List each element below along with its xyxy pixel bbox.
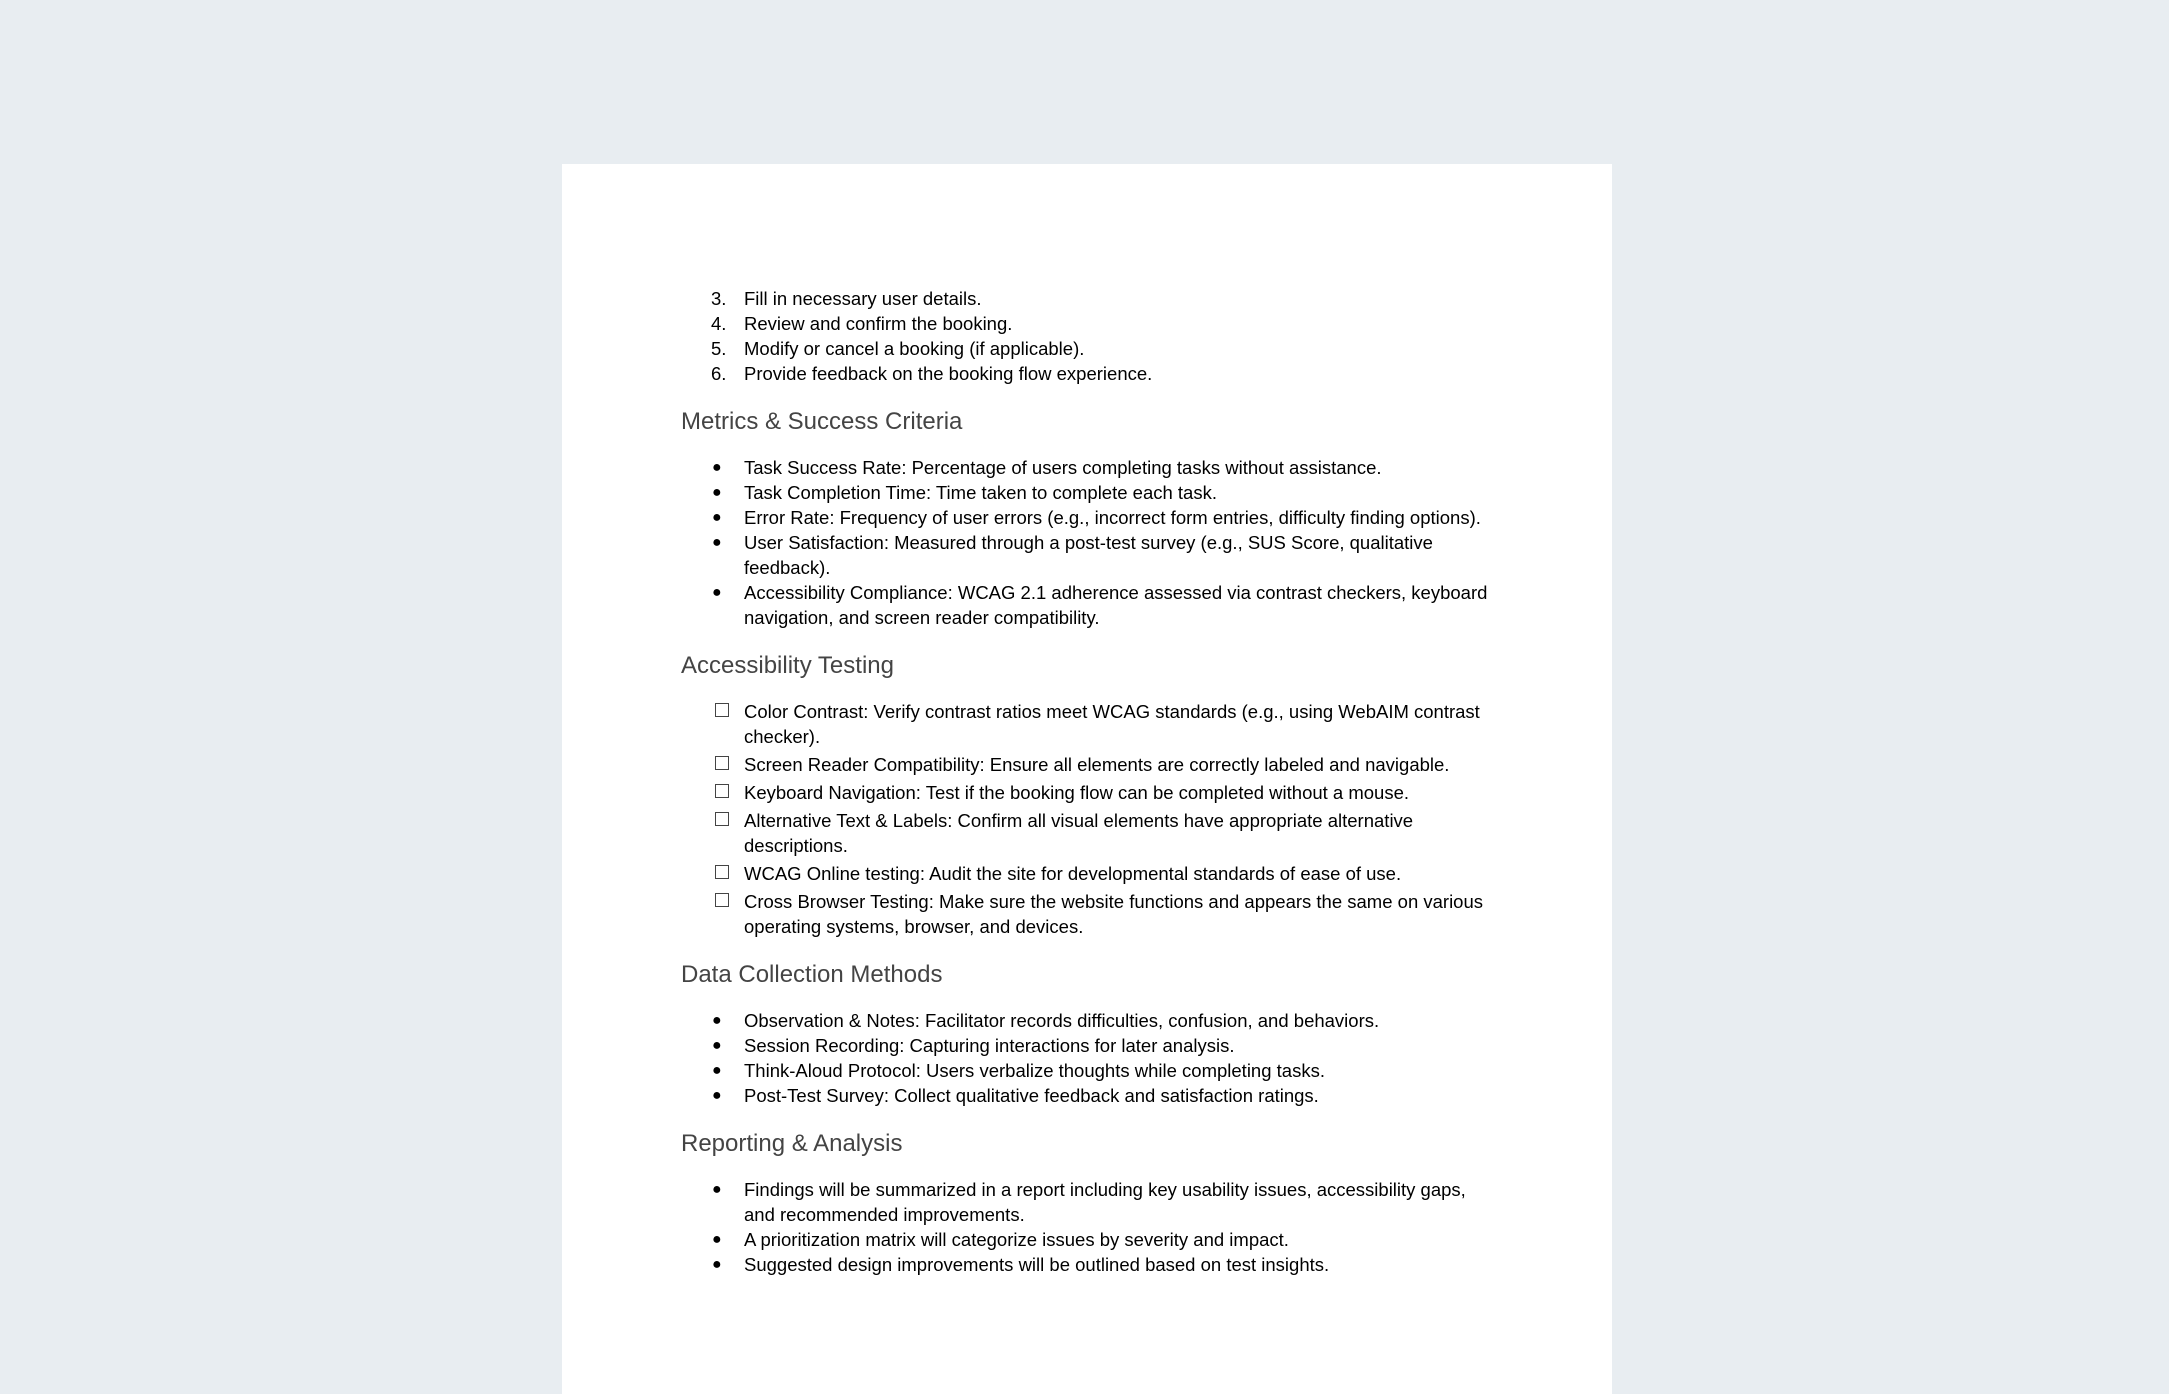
data-collection-list: [681, 1008, 1501, 1108]
list-item-text: Color Contrast: Verify contrast ratios meet WCAG standards (e.g., using WebAIM contrast checker).: [744, 701, 1480, 747]
list-item: [681, 1252, 1501, 1277]
checklist-item: [681, 752, 1501, 777]
list-item-text: User Satisfaction: Measured through a post-test survey (e.g., SUS Score, qualitative feedback).: [744, 532, 1433, 578]
checkbox-icon[interactable]: [715, 784, 729, 798]
list-item-text: Review and confirm the booking.: [744, 313, 1013, 334]
list-item: [681, 505, 1501, 530]
bullet-icon: ●: [712, 1231, 722, 1248]
list-item-text: WCAG Online testing: Audit the site for developmental standards of ease of use.: [744, 863, 1402, 884]
list-item: [681, 286, 1501, 311]
list-item-text: Keyboard Navigation: Test if the booking flow can be completed without a mouse.: [744, 782, 1410, 803]
bullet-icon: ●: [712, 534, 722, 551]
checklist-item: [681, 699, 1501, 749]
list-item-text: Post-Test Survey: Collect qualitative feedback and satisfaction ratings.: [744, 1085, 1319, 1106]
list-item: [681, 336, 1501, 361]
checklist-item: [681, 889, 1501, 939]
list-item: [681, 1058, 1501, 1083]
list-item-text: Accessibility Compliance: WCAG 2.1 adherence assessed via contrast checkers, keyboard navigation, and screen reader compatibility.: [744, 582, 1488, 628]
bullet-icon: ●: [712, 1256, 722, 1273]
reporting-list: [681, 1177, 1501, 1277]
list-item-text: Fill in necessary user details.: [744, 288, 982, 309]
bullet-icon: ●: [712, 1037, 722, 1054]
section-heading-accessibility: Accessibility Testing: [681, 652, 894, 679]
list-item: [681, 530, 1501, 580]
checkbox-icon[interactable]: [715, 865, 729, 879]
checkbox-icon[interactable]: [715, 756, 729, 770]
checklist-item: [681, 780, 1501, 805]
list-item: [681, 1227, 1501, 1252]
bullet-icon: ●: [712, 459, 722, 476]
list-number: 4.: [711, 313, 727, 334]
document-page: [562, 164, 1612, 1394]
list-item-text: Observation & Notes: Facilitator records difficulties, confusion, and behaviors.: [744, 1010, 1380, 1031]
list-item: [681, 311, 1501, 336]
list-item-text: Task Completion Time: Time taken to complete each task.: [744, 482, 1217, 503]
section-heading-reporting: Reporting & Analysis: [681, 1130, 903, 1157]
list-item-text: Error Rate: Frequency of user errors (e.g., incorrect form entries, difficulty finding options).: [744, 507, 1481, 528]
bullet-icon: ●: [712, 509, 722, 526]
list-item-text: A prioritization matrix will categorize issues by severity and impact.: [744, 1229, 1289, 1250]
list-item: [681, 1033, 1501, 1058]
bullet-icon: ●: [712, 1012, 722, 1029]
bullet-icon: ●: [712, 1087, 722, 1104]
list-item: [681, 361, 1501, 386]
section-heading-data-collection: Data Collection Methods: [681, 961, 943, 988]
checklist-item: [681, 808, 1501, 858]
bullet-icon: ●: [712, 1181, 722, 1198]
list-item-text: Session Recording: Capturing interactions for later analysis.: [744, 1035, 1235, 1056]
list-item: [681, 580, 1501, 630]
checklist-item: [681, 861, 1501, 886]
bullet-icon: ●: [712, 1062, 722, 1079]
list-item-text: Screen Reader Compatibility: Ensure all elements are correctly labeled and navigable.: [744, 754, 1450, 775]
list-item-text: Task Success Rate: Percentage of users completing tasks without assistance.: [744, 457, 1382, 478]
checkbox-icon[interactable]: [715, 812, 729, 826]
metrics-list: [681, 455, 1501, 630]
list-item-text: Provide feedback on the booking flow experience.: [744, 363, 1153, 384]
list-item-text: Findings will be summarized in a report including key usability issues, accessibility gaps, and recommended improvements.: [744, 1179, 1466, 1225]
list-item: [681, 455, 1501, 480]
section-heading-metrics: Metrics & Success Criteria: [681, 408, 963, 435]
list-item: [681, 1083, 1501, 1108]
checkbox-icon[interactable]: [715, 703, 729, 717]
list-item-text: Cross Browser Testing: Make sure the website functions and appears the same on various operating systems, browser, and devices.: [744, 891, 1484, 937]
list-item-text: Suggested design improvements will be outlined based on test insights.: [744, 1254, 1330, 1275]
booking-steps-list: [681, 286, 1501, 386]
list-number: 5.: [711, 338, 727, 359]
list-item: [681, 1008, 1501, 1033]
document-content: [681, 286, 1501, 1277]
accessibility-checklist: [681, 699, 1501, 939]
list-item-text: Alternative Text & Labels: Confirm all visual elements have appropriate alternative descriptions.: [744, 810, 1414, 856]
bullet-icon: ●: [712, 484, 722, 501]
checkbox-icon[interactable]: [715, 893, 729, 907]
list-item-text: Think-Aloud Protocol: Users verbalize thoughts while completing tasks.: [744, 1060, 1325, 1081]
bullet-icon: ●: [712, 584, 722, 601]
list-number: 6.: [711, 363, 727, 384]
list-item: [681, 1177, 1501, 1227]
list-item-text: Modify or cancel a booking (if applicable).: [744, 338, 1085, 359]
list-item: [681, 480, 1501, 505]
list-number: 3.: [711, 288, 727, 309]
